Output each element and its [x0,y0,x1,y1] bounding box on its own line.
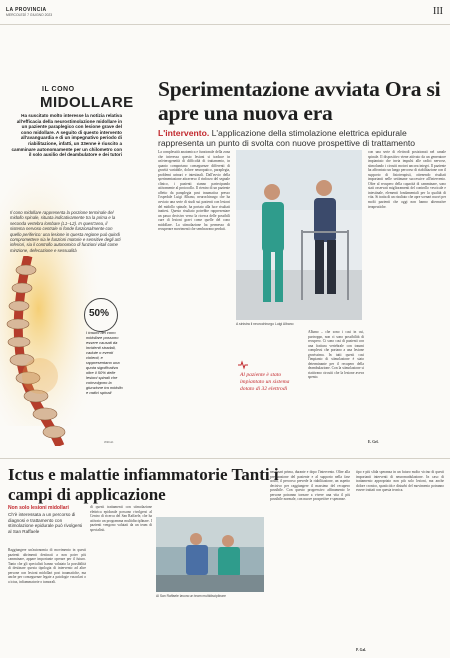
article1-subhead-text: L'applicazione della stimolazione elettrica epidurale rappresenta un punto di svolta con nuove prospettive di trattamento [158,128,416,149]
section-rule [0,458,450,459]
sidebar-kicker: IL CONO [42,86,75,93]
article1-column-3: con una serie di elettrodi posizionati nel canale spinale. Il dispositivo viene attivato da un generatore impiantato che invia impulsi alle radici nervose, stimolando i circuiti motori ancora integri. Il paziente ha affrontato un lungo percorso di riabilitazione con il supporto di fisioterapisti, ottenendo risultati importanti nelle settimane successive all'intervento. Oltre al recupero della capacità di camminare, sono stati osservati miglioramenti del controllo vescicale e intestinale, elementi fondamentali per la qualità di vita. Si tratta di un risultato che apre scenari nuovi per molti pazienti che oggi non hanno alternative terapeutiche. [368,150,446,209]
sidebar-body: Il cono midollare rappresenta la porzione terminale del midollo spinale, situata indicativamente tra la prima e la seconda vertebra lombare (L1–L2). In quest'area, il sistema nervoso centrale si fonde funzionalmente con quello periferico: una lesione in questa regione può quindi compromettere sia le funzioni motorie e sensitive degli arti inferiori, sia il controllo autonomico di funzioni vitali come minzione, defecazione e sessualità [10,210,121,253]
article2-label: Non solo lesioni midollari [8,505,69,511]
article1-below-photo: Albano – che sono i casi in cui, purtroppo, non ci sono possibilità di recupero. Ci sono casi di pazienti con una frattura vertebrale con traumi complessi che portano a una lesione gravissima. In tutti questi casi l'impianto di stimolazione è stato determinante per il recupero della deambulazione. Con la stimolazione si riattivano circuiti che la lesione aveva spento. [308,330,364,380]
article2-column-1: Raggiungere un'autonomia di movimento in questi pazienti altrimenti destinati a non poter più camminare, appare importante operare per il futuro. Tanto che gli specialisti hanno valutato la possibilità di destinare questa tipologia di intervento ad altre persone con lesioni midollari post traumatiche, ma anche per conseguenze legate a patologie vascolari o a ictus, infiammatorie o tumorali. [8,548,86,584]
page-number: III [433,6,443,17]
sidebar-lead: Ha suscitato molto interesse la notizia relativa all'efficacia della neurostimolazione midollare in un paziente paraplegico con lesione grave del cono midollare. A seguito di questo intervento all'avanguardia e di un impegnativo periodo di riabilitazione, infatti, un 33enne è riuscito a camminare autonomamente per un chilometro con il solo ausilio del deambulatore e dei tutori [11,113,122,158]
article1-subhead [158,128,446,149]
header-rule [0,24,450,25]
image-credit: Withub [104,440,114,444]
article2-column-2: di questi trattamenti con stimolazione elettrica epidurale possono rivolgersi al Centro di ricerca del San Raffaele, che ha attivato un programma multidisciplinare. I pazienti vengono valutati da un team di specialisti. [90,505,152,532]
article1-headline: Sperimentazione avviata Ora si apre una nuova era [158,77,441,125]
article2-column-4: tipo e più sfida speranza in un futuro molto vicino di questi importanti interventi di neuromodulazione. In caso di trattamento appropriato non più solo lesioni, ma anche dolore cronico, spasticità e disturbi del movimento potranno essere trattati con questa tecnica. [356,470,444,493]
article1-subhead-label: L'intervento. [158,128,210,138]
article1-photo [236,150,362,320]
article1-byline: E. Gel. [368,440,379,444]
article1-photo-caption: A sinistra il neurochirurgo Luigi Albano [236,322,294,326]
spine-illustration [0,256,84,446]
quote-text: I traumi del cono midollare possono essere causati da incidenti stradali, cadute o eventi violenti, e rappresentano una quota significativa oltre il 50% delle lesioni spinali che coinvolgono la giunzione tra midollo e radici spinali [86,330,123,395]
quote-percent: 50% [89,308,110,319]
article2-photo [156,517,264,592]
heartbeat-icon [238,360,248,370]
article2-headline: Ictus e malattie infiammatorie Tanti i campi di applicazione [8,465,279,504]
article2-photo-caption: Al San Raffaele lavora un team multidisciplinare [156,594,226,598]
sidebar-title: MIDOLLARE [40,94,134,111]
article1-below-photo-left [236,330,302,350]
article1-pull-quote: Al paziente è stato impiantato un sistema dotato di 32 elettrodi [240,372,290,392]
masthead-date: MERCOLEDÌ 7 GIUGNO 2023 [6,13,53,17]
masthead-name: LA PROVINCIA [6,7,47,13]
article2-column-3: necessari prima, durante e dopo l'intervento. Oltre alla preparazione del paziente e al supporto nella fase acuta, il percorso prevede la riabilitazione, un aspetto decisivo per raggiungere il massimo del recupero possibile. Con questo progressivo affinamento le persone potranno tornare a vivere una vita il più possibile normale, con nuove prospettive e speranze. [270,470,350,502]
article2-byline: P. Gal. [356,648,367,652]
article2-lead: Ch'è interessata a un percorso di diagnosi e trattamento con stimolazione epidurale può rivolgersi al San Raffaele [8,512,83,534]
article2-below-photo [156,602,264,654]
article1-column-1: La complessità anatomica e funzionale della zona che interessa questo lesioni si traduce in un'eterogeneità di difficoltà di trattamento, in quanto comportano conseguenze differenti di gravità variabile, dolore neuropatico, paraplegia, problemi urinari e intestinali. Dall'avvio della sperimentazione attraverso il rinforzo del segnale clinico, i pazienti stanno partecipando attivamente al protocollo. Il rientro di un paziente affetto da paraplegia post traumatica presso l'ospedale Luigi Albano, neurochirurgo che ha avviato una serie di studi sui pazienti con lesioni del midollo spinale, ha portato alla luce risultati inattesi. Questo risultato potrebbe rappresentare un passo decisivo verso la ricerca delle possibili cure di lesioni gravi come quelle del cono midollare. La stimolazione ha permesso di recuperare movimenti che sembravano perduti. [158,150,230,232]
